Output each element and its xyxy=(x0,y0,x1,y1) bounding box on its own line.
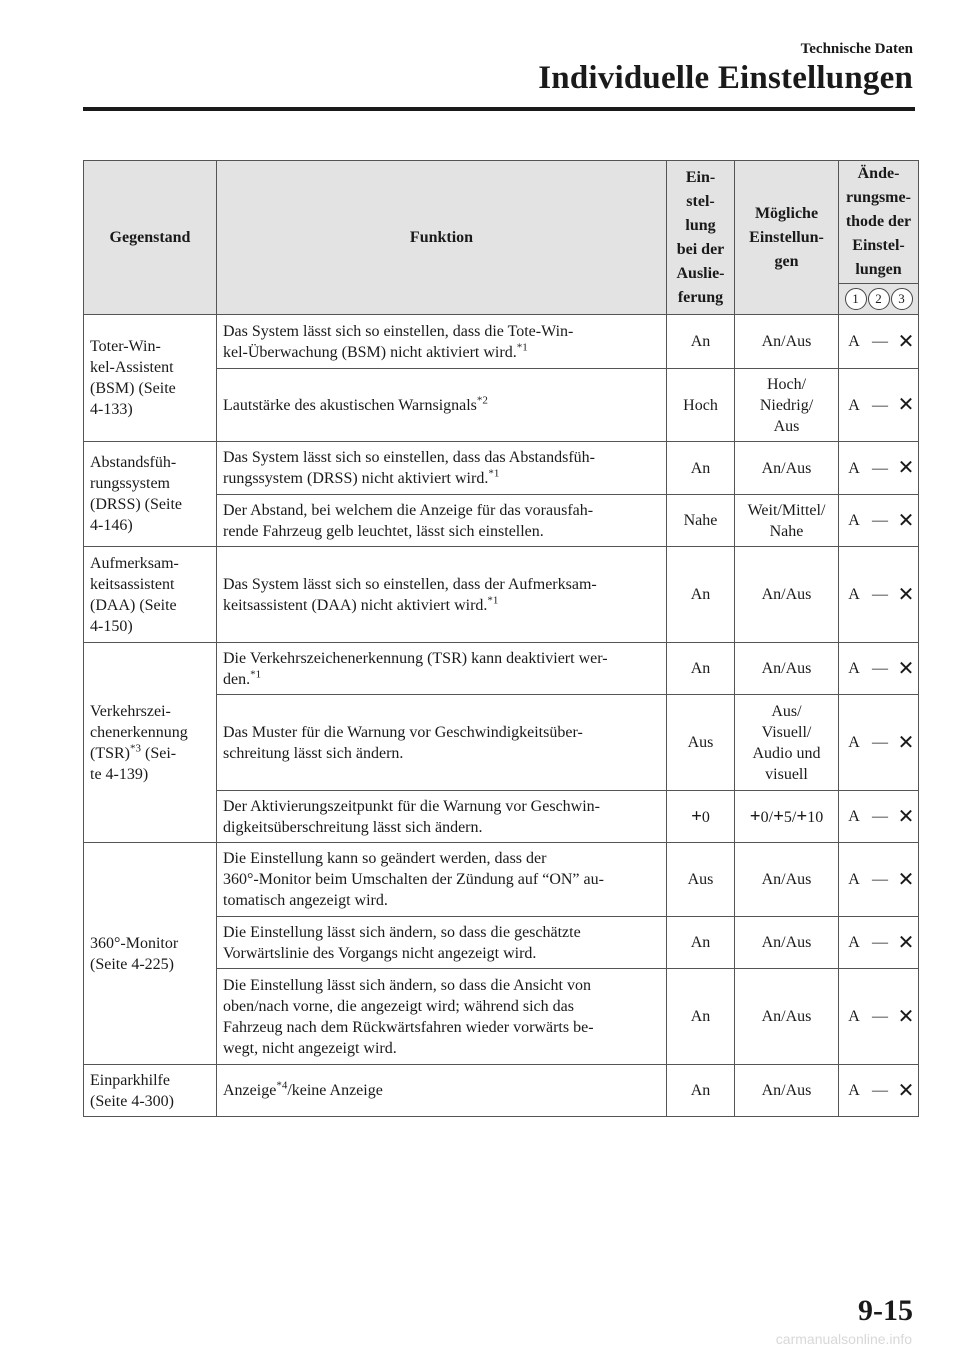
change-methods xyxy=(839,843,919,917)
change-methods xyxy=(839,495,919,547)
change-methods xyxy=(839,695,919,791)
header-subject: Gegenstand xyxy=(84,161,217,315)
plus-icon: + xyxy=(691,805,702,827)
subject-drss: Abstandsfüh- rungssystem (DRSS) (Seite 4-146) xyxy=(84,442,217,547)
method-a: A xyxy=(848,512,860,530)
default-value: Aus xyxy=(667,843,735,917)
method-none: — xyxy=(872,1008,888,1026)
table-row xyxy=(84,442,919,495)
method-a: A xyxy=(848,586,860,604)
watermark: carmanualsonline.info xyxy=(775,1331,912,1347)
function-text: Die Einstellung lässt sich ändern, so dass die Ansicht von oben/nach vorne, die angezeigt wird; während sich das Fahrzeug nach dem Rückwärtsfahren wieder vorwärts be- wegt, nicht angezeigt wird. xyxy=(217,969,667,1065)
change-methods xyxy=(839,442,919,495)
possible-settings: Weit/Mittel/ Nahe xyxy=(735,495,839,547)
possible-settings: Hoch/ Niedrig/ Aus xyxy=(735,369,839,442)
footnote-ref: *3 xyxy=(130,742,141,755)
footnote-ref: *1 xyxy=(487,594,499,607)
possible-settings: An/Aus xyxy=(735,1065,839,1117)
default-value: Aus xyxy=(667,695,735,791)
change-methods xyxy=(839,315,919,369)
method-a: A xyxy=(848,396,860,414)
function-text: Das System lässt sich so einstellen, dass der Aufmerksam- keitsassistent (DAA) nicht aktiviert wird.$^{*1}$ xyxy=(217,547,667,643)
subject-bsm: Toter-Win- kel-Assistent (BSM) (Seite 4-133) xyxy=(84,315,217,442)
page-title: Individuelle Einstellungen xyxy=(538,60,913,96)
footnote-ref: *1 xyxy=(488,467,500,480)
footnote-ref: *2 xyxy=(476,394,488,407)
change-methods xyxy=(839,1065,919,1117)
possible-settings: An/Aus xyxy=(735,843,839,917)
method-none: — xyxy=(872,459,888,477)
table-row xyxy=(84,315,919,369)
function-text: Der Abstand, bei welchem die Anzeige für das vorausfah- rende Fahrzeug gelb leuchtet, lässt sich einstellen. xyxy=(217,495,667,547)
cross-icon: ✕ xyxy=(897,330,915,353)
cross-icon: ✕ xyxy=(897,868,915,891)
plus-icon: + xyxy=(749,805,761,827)
function-text: Die Einstellung kann so geändert werden, dass der 360°-Monitor beim Umschalten der Zündung auf “ON” au- tomatisch angezeigt wird. xyxy=(217,843,667,917)
header-change-method: Ände- rungsme- thode der Einstel- lungen xyxy=(839,161,919,284)
function-text: Die Verkehrszeichenerkennung (TSR) kann deaktiviert wer- den.$^{*1}$ xyxy=(217,643,667,695)
header-function: Funktion xyxy=(217,161,667,315)
cross-icon: ✕ xyxy=(897,805,915,828)
section-label: Technische Daten xyxy=(800,41,913,57)
default-value: An xyxy=(667,1065,735,1117)
table-row xyxy=(84,1065,919,1117)
cross-icon: ✕ xyxy=(897,509,915,532)
method-none: — xyxy=(872,934,888,952)
plus-icon: + xyxy=(773,805,784,827)
method-a: A xyxy=(848,1082,860,1100)
method-a: A xyxy=(848,459,860,477)
method-a: A xyxy=(848,871,860,889)
footnote-ref: *1 xyxy=(250,668,262,681)
subject-daa: Aufmerksam- keitsassistent (DAA) (Seite 4-150) xyxy=(84,547,217,643)
header-method-numbers xyxy=(839,284,919,315)
possible-settings: +0/+5/+10 xyxy=(735,791,839,843)
method-a: A xyxy=(848,333,860,351)
footnote-ref: *4 xyxy=(276,1079,288,1092)
function-text: Die Einstellung lässt sich ändern, so dass die geschätzte Vorwärtslinie des Vorgangs nicht angezeigt wird. xyxy=(217,917,667,969)
page-number: 9-15 xyxy=(858,1294,913,1327)
table-row xyxy=(84,547,919,643)
cross-icon: ✕ xyxy=(897,731,915,754)
function-text: Das System lässt sich so einstellen, dass die Tote-Win- kel-Überwachung (BSM) nicht aktiviert wird.$^{*1}$ xyxy=(217,315,667,369)
table-row xyxy=(84,843,919,917)
default-value: An xyxy=(667,643,735,695)
subject-360-monitor: 360°-Monitor (Seite 4-225) xyxy=(84,843,217,1065)
function-text: Lautstärke des akustischen Warnsignals$^{*2}$ xyxy=(217,369,667,442)
method-number-2: 2 xyxy=(868,288,890,310)
default-value: An xyxy=(667,969,735,1065)
method-none: — xyxy=(872,1082,888,1100)
function-text: Anzeige$^{*4}$/keine Anzeige xyxy=(217,1065,667,1117)
possible-settings: An/Aus xyxy=(735,442,839,495)
cross-icon: ✕ xyxy=(897,1005,915,1028)
method-none: — xyxy=(872,396,888,414)
possible-settings: An/Aus xyxy=(735,315,839,369)
method-a: A xyxy=(848,1008,860,1026)
method-a: A xyxy=(848,734,860,752)
method-none: — xyxy=(872,871,888,889)
method-none: — xyxy=(872,660,888,678)
header-options: Mögliche Einstellun- gen xyxy=(735,161,839,315)
change-methods xyxy=(839,369,919,442)
cross-icon: ✕ xyxy=(897,657,915,680)
default-value: An xyxy=(667,315,735,369)
method-a: A xyxy=(848,808,860,826)
cross-icon: ✕ xyxy=(897,931,915,954)
method-number-1: 1 xyxy=(845,288,867,310)
cross-icon: ✕ xyxy=(897,457,915,480)
change-methods xyxy=(839,547,919,643)
cross-icon: ✕ xyxy=(897,583,915,606)
default-value: An xyxy=(667,547,735,643)
method-number-3: 3 xyxy=(891,288,913,310)
possible-settings: An/Aus xyxy=(735,917,839,969)
change-methods xyxy=(839,643,919,695)
subject-tsr: Verkehrszei- chenerkennung (TSR)$^{*3}$ (Sei- te 4-139) xyxy=(84,643,217,843)
method-a: A xyxy=(848,934,860,952)
settings-table xyxy=(83,160,919,1117)
possible-settings: An/Aus xyxy=(735,969,839,1065)
table-row xyxy=(84,643,919,695)
possible-settings: Aus/ Visuell/ Audio und visuell xyxy=(735,695,839,791)
method-none: — xyxy=(872,586,888,604)
possible-settings: An/Aus xyxy=(735,643,839,695)
default-value: An xyxy=(667,917,735,969)
method-none: — xyxy=(872,512,888,530)
method-none: — xyxy=(872,734,888,752)
change-methods xyxy=(839,917,919,969)
footnote-ref: *1 xyxy=(516,341,528,354)
subject-parking-aid: Einparkhilfe (Seite 4-300) xyxy=(84,1065,217,1117)
cross-icon: ✕ xyxy=(897,394,915,417)
function-text: Der Aktivierungszeitpunkt für die Warnung vor Geschwin- digkeitsüberschreitung lässt sich ändern. xyxy=(217,791,667,843)
function-text: Das Muster für die Warnung vor Geschwindigkeitsüber- schreitung lässt sich ändern. xyxy=(217,695,667,791)
change-methods xyxy=(839,791,919,843)
default-value: An xyxy=(667,442,735,495)
method-none: — xyxy=(872,333,888,351)
function-text: Das System lässt sich so einstellen, dass das Abstandsfüh- rungssystem (DRSS) nicht aktiviert wird.$^{*1}$ xyxy=(217,442,667,495)
method-a: A xyxy=(848,660,860,678)
method-none: — xyxy=(872,808,888,826)
default-value: Hoch xyxy=(667,369,735,442)
header-default: Ein- stel- lung bei der Auslie- ferung xyxy=(667,161,735,315)
possible-settings: An/Aus xyxy=(735,547,839,643)
cross-icon: ✕ xyxy=(897,1079,915,1102)
default-value: Nahe xyxy=(667,495,735,547)
default-value: +0 xyxy=(667,791,735,843)
plus-icon: + xyxy=(796,805,808,827)
header-rule xyxy=(83,107,915,111)
change-methods xyxy=(839,969,919,1065)
